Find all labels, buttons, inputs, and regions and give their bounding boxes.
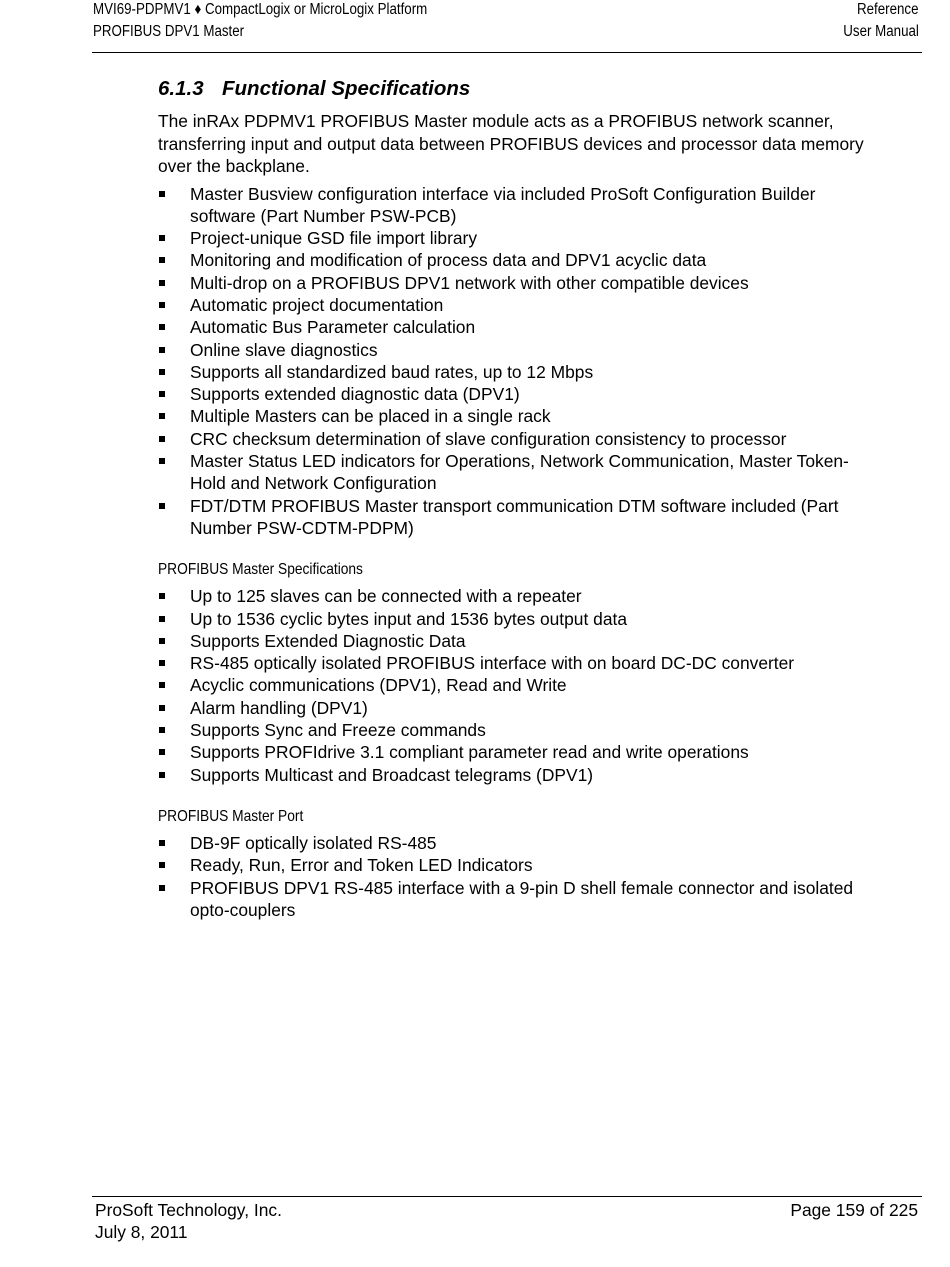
- list-item: Supports Multicast and Broadcast telegrams (DPV1): [158, 764, 878, 786]
- list-item: Master Status LED indicators for Operations, Network Communication, Master Token-Hold and Network Configuration: [158, 450, 878, 495]
- header-product-title: MVI69-PDPMV1 ♦ CompactLogix or MicroLogix Platform: [93, 1, 428, 18]
- footer-page-number: Page 159 of 225: [790, 1200, 918, 1220]
- list-item: Automatic Bus Parameter calculation: [158, 316, 878, 338]
- bullet-icon: [159, 257, 165, 263]
- list-item: Supports PROFIdrive 3.1 compliant parameter read and write operations: [158, 741, 878, 763]
- bullet-icon: [159, 749, 165, 755]
- section-intro: The inRAx PDPMV1 PROFIBUS Master module acts as a PROFIBUS network scanner, transferring input and output data between PROFIBUS devices and processor data memory over the backplane.: [158, 111, 864, 176]
- list-item: RS-485 optically isolated PROFIBUS interface with on board DC-DC converter: [158, 652, 878, 674]
- footer-company: ProSoft Technology, Inc.: [95, 1200, 282, 1220]
- list-item: Project-unique GSD file import library: [158, 227, 878, 249]
- list-item: Ready, Run, Error and Token LED Indicators: [158, 854, 878, 876]
- section-heading: [158, 74, 878, 104]
- list-item: Supports extended diagnostic data (DPV1): [158, 383, 878, 405]
- bullet-icon: [159, 235, 165, 241]
- header-doc-type: User Manual: [843, 23, 919, 40]
- list-item: Multiple Masters can be placed in a single rack: [158, 405, 878, 427]
- list-item: Automatic project documentation: [158, 294, 878, 316]
- bullet-icon: [159, 616, 165, 622]
- master-specs-heading: PROFIBUS Master Specifications: [158, 561, 363, 579]
- bullet-icon: [159, 682, 165, 688]
- bullet-icon: [159, 280, 165, 286]
- list-item: Supports all standardized baud rates, up to 12 Mbps: [158, 361, 878, 383]
- bullet-icon: [159, 347, 165, 353]
- list-item: Master Busview configuration interface via included ProSoft Configuration Builder software (Part Number PSW-PCB): [158, 183, 878, 228]
- section-number: 6.1.3: [158, 77, 204, 100]
- header-divider: [92, 52, 922, 53]
- bullet-icon: [159, 885, 165, 891]
- bullet-icon: [159, 302, 165, 308]
- list-item: Online slave diagnostics: [158, 339, 878, 361]
- list-item: Monitoring and modification of process data and DPV1 acyclic data: [158, 249, 878, 271]
- list-item: Multi-drop on a PROFIBUS DPV1 network with other compatible devices: [158, 272, 878, 294]
- bullet-icon: [159, 862, 165, 868]
- list-item: Supports Extended Diagnostic Data: [158, 630, 878, 652]
- list-item: Up to 125 slaves can be connected with a repeater: [158, 585, 878, 607]
- bullet-icon: [159, 840, 165, 846]
- bullet-icon: [159, 503, 165, 509]
- bullet-icon: [159, 638, 165, 644]
- bullet-icon: [159, 413, 165, 419]
- header-doc-section: Reference: [857, 1, 919, 18]
- list-item: PROFIBUS DPV1 RS-485 interface with a 9-pin D shell female connector and isolated opto-couplers: [158, 877, 878, 922]
- bullet-icon: [159, 593, 165, 599]
- bullet-icon: [159, 727, 165, 733]
- bullet-icon: [159, 369, 165, 375]
- list-item: Up to 1536 cyclic bytes input and 1536 bytes output data: [158, 608, 878, 630]
- header-product-subtitle: PROFIBUS DPV1 Master: [93, 23, 245, 40]
- bullet-icon: [159, 458, 165, 464]
- bullet-icon: [159, 391, 165, 397]
- bullet-icon: [159, 705, 165, 711]
- list-item: Supports Sync and Freeze commands: [158, 719, 878, 741]
- footer-divider: [92, 1196, 922, 1197]
- master-port-heading: PROFIBUS Master Port: [158, 807, 304, 825]
- footer-date: July 8, 2011: [95, 1222, 188, 1242]
- bullet-icon: [159, 191, 165, 197]
- section-title: Functional Specifications: [222, 77, 471, 100]
- bullet-icon: [159, 660, 165, 666]
- master-specs-list: [158, 585, 878, 786]
- page-content: [158, 74, 878, 921]
- master-port-list: [158, 832, 878, 921]
- list-item: CRC checksum determination of slave configuration consistency to processor: [158, 428, 878, 450]
- list-item: Alarm handling (DPV1): [158, 697, 878, 719]
- feature-list: [158, 183, 878, 540]
- list-item: DB-9F optically isolated RS-485: [158, 832, 878, 854]
- bullet-icon: [159, 772, 165, 778]
- list-item: FDT/DTM PROFIBUS Master transport communication DTM software included (Part Number PSW-CDTM-PDPM): [158, 495, 878, 540]
- bullet-icon: [159, 436, 165, 442]
- bullet-icon: [159, 324, 165, 330]
- list-item: Acyclic communications (DPV1), Read and Write: [158, 674, 878, 696]
